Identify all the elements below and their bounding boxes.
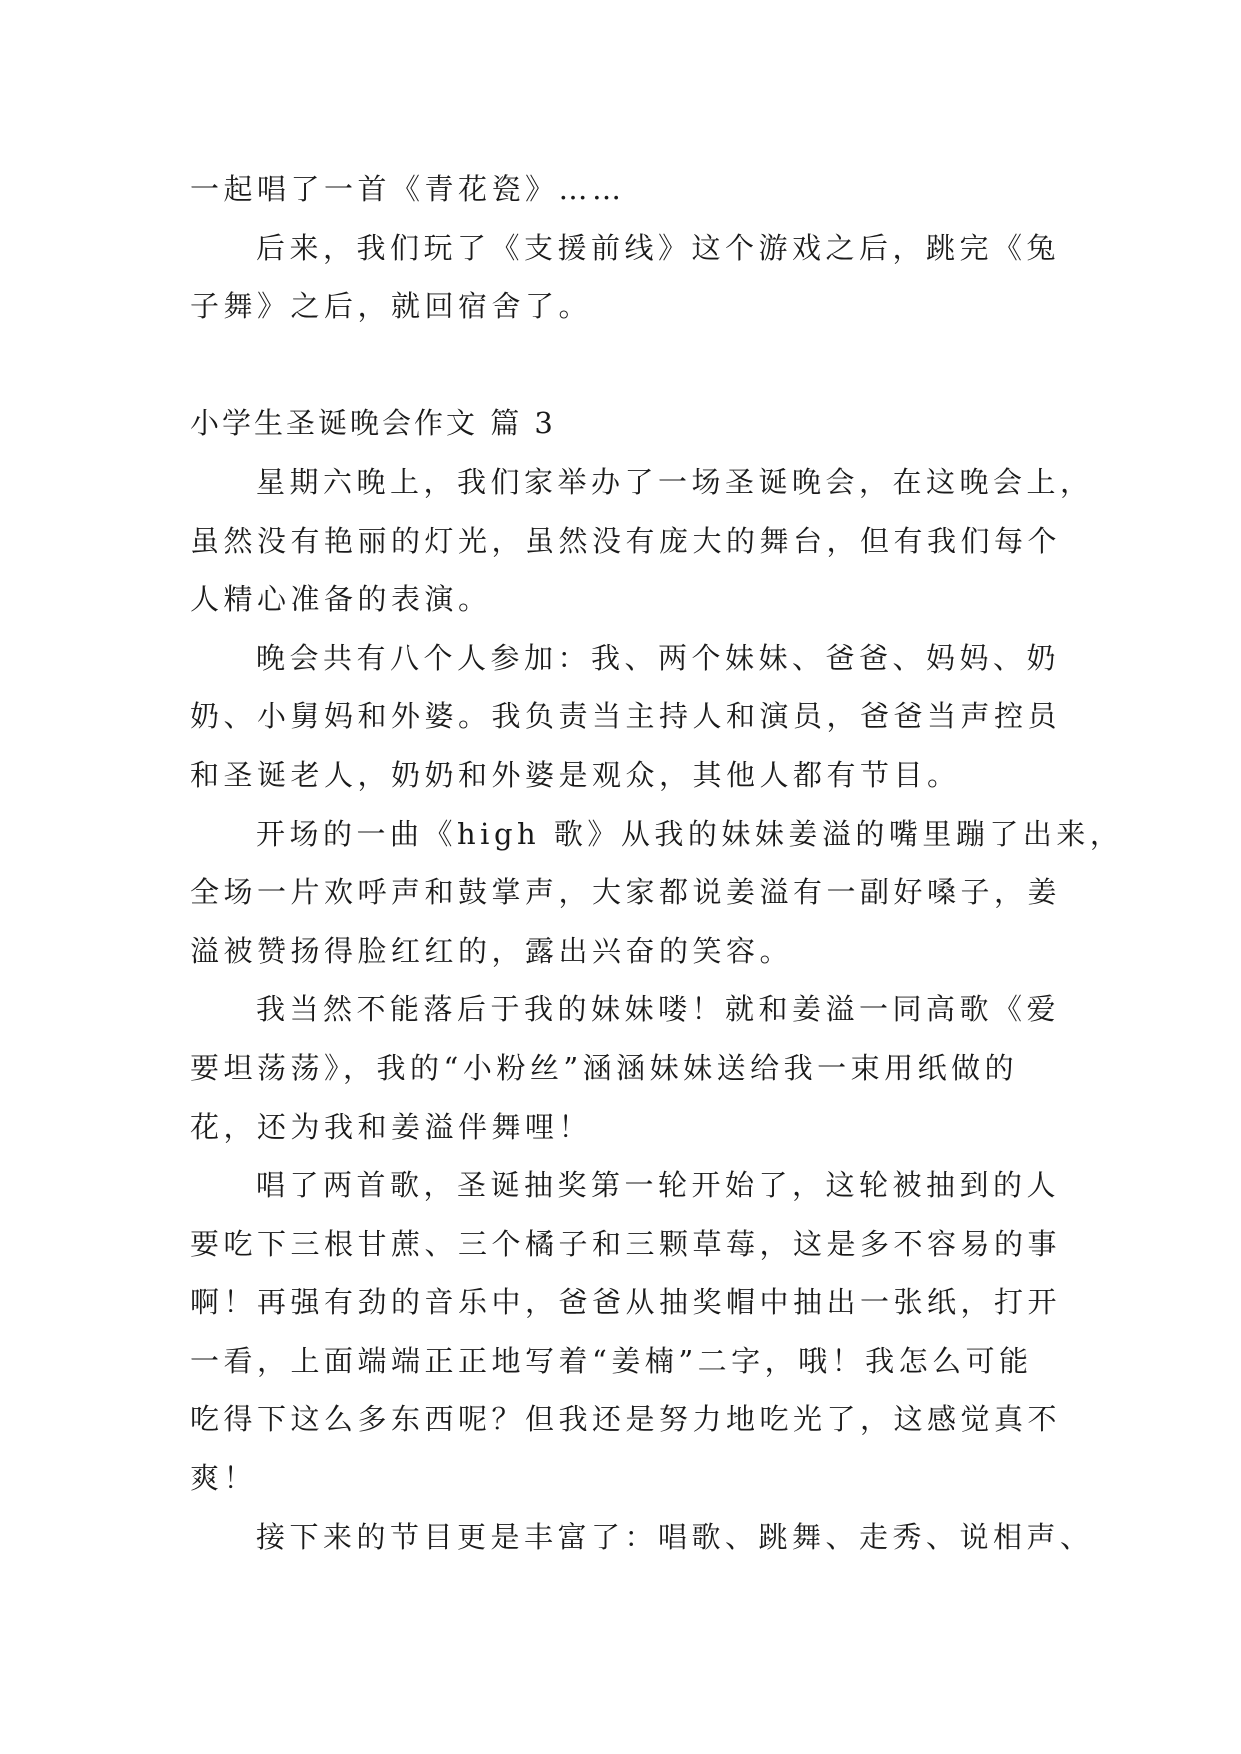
paragraph-4-line: 花，还为我和姜溢伴舞哩！ [190, 1109, 593, 1144]
paragraph-2-line: 奶、小舅妈和外婆。我负责当主持人和演员，爸爸当声控员 [190, 699, 1062, 734]
paragraph-3-line: 开场的一曲《high 歌》从我的妹妹姜溢的嘴里蹦了出来， [256, 816, 1124, 851]
paragraph-after-line: 后来，我们玩了《支援前线》这个游戏之后，跳完《兔 [256, 230, 1061, 265]
paragraph-2-line: 晚会共有八个人参加：我、两个妹妹、爸爸、妈妈、奶 [256, 640, 1061, 675]
paragraph-2-line: 和圣诞老人，奶奶和外婆是观众，其他人都有节目。 [190, 757, 961, 792]
paragraph-1-line: 虽然没有艳丽的灯光，虽然没有庞大的舞台，但有我们每个 [190, 523, 1062, 558]
paragraph-3-line: 溢被赞扬得脸红红的，露出兴奋的笑容。 [190, 933, 794, 968]
section-heading: 小学生圣诞晚会作文 篇 3 [190, 406, 556, 441]
paragraph-continued-line: 一起唱了一首《青花瓷》…… [190, 172, 626, 206]
paragraph-1-line: 人精心准备的表演。 [190, 582, 492, 617]
paragraph-5-line: 吃得下这么多东西呢？但我还是努力地吃光了，这感觉真不 [190, 1402, 1062, 1437]
paragraph-4-line: 我当然不能落后于我的妹妹喽！就和姜溢一同高歌《爱 [256, 992, 1061, 1027]
paragraph-3-line: 全场一片欢呼声和鼓掌声，大家都说姜溢有一副好嗓子，姜 [190, 875, 1062, 910]
paragraph-5-line: 啊！再强有劲的音乐中，爸爸从抽奖帽中抽出一张纸，打开 [190, 1285, 1062, 1320]
section-spacer [190, 336, 1050, 395]
document-body [190, 160, 1124, 1566]
paragraph-6-line: 接下来的节目更是丰富了：唱歌、跳舞、走秀、说相声、 [256, 1519, 1094, 1554]
paragraph-5-line: 要吃下三根甘蔗、三个橘子和三颗草莓，这是多不容易的事 [190, 1226, 1062, 1261]
paragraph-5-line: 爽！ [190, 1461, 258, 1496]
paragraph-1-line: 星期六晚上，我们家举办了一场圣诞晚会，在这晚会上， [256, 464, 1094, 499]
paragraph-5-line: 唱了两首歌，圣诞抽奖第一轮开始了，这轮被抽到的人 [256, 1168, 1061, 1203]
paragraph-after-line: 子舞》之后，就回宿舍了。 [190, 289, 593, 324]
paragraph-5-line: 一看，上面端端正正地写着“姜楠”二字，哦！我怎么可能 [190, 1343, 1033, 1378]
paragraph-4-line: 要坦荡荡》，我的“小粉丝”涵涵妹妹送给我一束用纸做的 [190, 1050, 1019, 1085]
